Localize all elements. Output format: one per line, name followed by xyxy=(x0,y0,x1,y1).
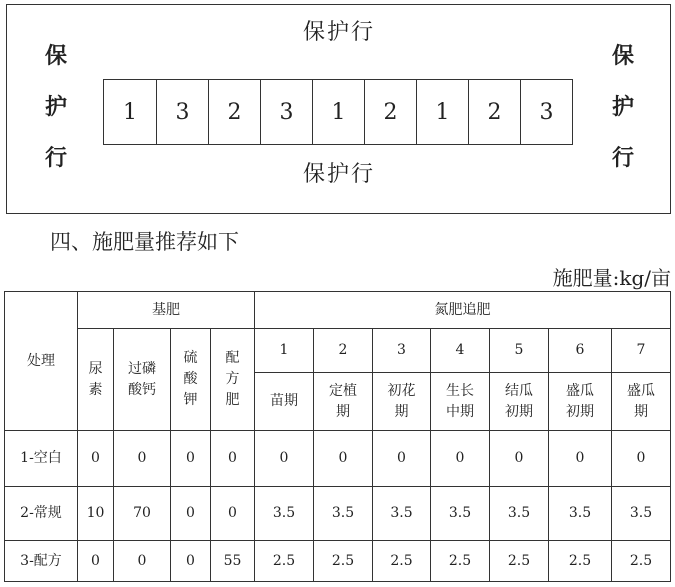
plot-cell: 3 xyxy=(520,80,572,144)
topdress-stage: 初花 期 xyxy=(373,373,431,431)
topdress-stage: 盛瓜 初期 xyxy=(549,373,612,431)
table-cell: 0 xyxy=(255,431,314,487)
topdress-stage: 结瓜 初期 xyxy=(490,373,549,431)
guard-row-top: 保护行 xyxy=(302,20,375,45)
table-cell: 0 xyxy=(171,487,211,541)
treatment-header: 处理 xyxy=(5,292,78,431)
topdress-number: 2 xyxy=(314,329,373,373)
unit-label: 施肥量:kg/亩 xyxy=(552,266,671,290)
table-cell: 3.5 xyxy=(255,487,314,541)
table-cell: 2.5 xyxy=(431,541,490,582)
table-cell: 0 xyxy=(490,431,549,487)
topdress-number: 5 xyxy=(490,329,549,373)
treatment-name: 2-常规 xyxy=(5,487,78,541)
column-header: 尿 素 xyxy=(78,329,114,431)
table-cell: 2.5 xyxy=(255,541,314,582)
table-cell: 0 xyxy=(114,431,171,487)
table-row xyxy=(5,541,671,582)
table-cell: 3.5 xyxy=(549,487,612,541)
table-cell: 2.5 xyxy=(490,541,549,582)
topdress-stage: 苗期 xyxy=(255,373,314,431)
topdress-header: 氮肥追肥 xyxy=(255,292,671,329)
guard-row-left: 保 护 行 xyxy=(44,43,67,171)
base-fertilizer-header: 基肥 xyxy=(78,292,255,329)
topdress-number: 3 xyxy=(373,329,431,373)
table-cell: 0 xyxy=(373,431,431,487)
column-header: 过磷 酸钙 xyxy=(114,329,171,431)
table-cell: 0 xyxy=(431,431,490,487)
topdress-number: 6 xyxy=(549,329,612,373)
plot-cell: 3 xyxy=(260,80,312,144)
section-heading: 四、施肥量推荐如下 xyxy=(50,230,239,254)
fertilizer-table xyxy=(4,291,671,582)
table-cell: 0 xyxy=(549,431,612,487)
plot-row xyxy=(103,79,573,145)
table-cell: 0 xyxy=(171,541,211,582)
table-cell: 10 xyxy=(78,487,114,541)
topdress-number: 7 xyxy=(612,329,671,373)
guard-row-right: 保 护 行 xyxy=(611,43,634,171)
table-cell: 0 xyxy=(211,431,255,487)
table-cell: 55 xyxy=(211,541,255,582)
table-header-row xyxy=(5,329,671,373)
table-cell: 0 xyxy=(314,431,373,487)
table-cell: 2.5 xyxy=(314,541,373,582)
treatment-name: 3-配方 xyxy=(5,541,78,582)
table-row xyxy=(5,487,671,541)
treatment-name: 1-空白 xyxy=(5,431,78,487)
topdress-number: 1 xyxy=(255,329,314,373)
topdress-stage: 盛瓜 期 xyxy=(612,373,671,431)
table-cell: 3.5 xyxy=(373,487,431,541)
plot-cell: 2 xyxy=(468,80,520,144)
table-cell: 0 xyxy=(78,431,114,487)
table-cell: 3.5 xyxy=(612,487,671,541)
table-cell: 3.5 xyxy=(490,487,549,541)
plot-cell: 1 xyxy=(312,80,364,144)
table-cell: 0 xyxy=(78,541,114,582)
table-cell: 3.5 xyxy=(431,487,490,541)
table-row xyxy=(5,431,671,487)
table-cell: 0 xyxy=(171,431,211,487)
topdress-stage: 生长 中期 xyxy=(431,373,490,431)
table-header-row xyxy=(5,292,671,329)
plot-cell: 2 xyxy=(208,80,260,144)
table-cell: 0 xyxy=(612,431,671,487)
column-header: 配 方 肥 xyxy=(211,329,255,431)
topdress-number: 4 xyxy=(431,329,490,373)
table-cell: 0 xyxy=(114,541,171,582)
topdress-stage: 定植 期 xyxy=(314,373,373,431)
table-cell: 70 xyxy=(114,487,171,541)
column-header: 硫 酸 钾 xyxy=(171,329,211,431)
plot-cell: 2 xyxy=(364,80,416,144)
table-cell: 2.5 xyxy=(549,541,612,582)
table-cell: 3.5 xyxy=(314,487,373,541)
plot-cell: 1 xyxy=(123,99,137,125)
guard-row-bottom: 保护行 xyxy=(302,162,375,187)
table-cell: 0 xyxy=(211,487,255,541)
plot-cell: 1 xyxy=(416,80,468,144)
table-cell: 2.5 xyxy=(373,541,431,582)
plot-cell: 3 xyxy=(156,80,208,144)
table-cell: 2.5 xyxy=(612,541,671,582)
